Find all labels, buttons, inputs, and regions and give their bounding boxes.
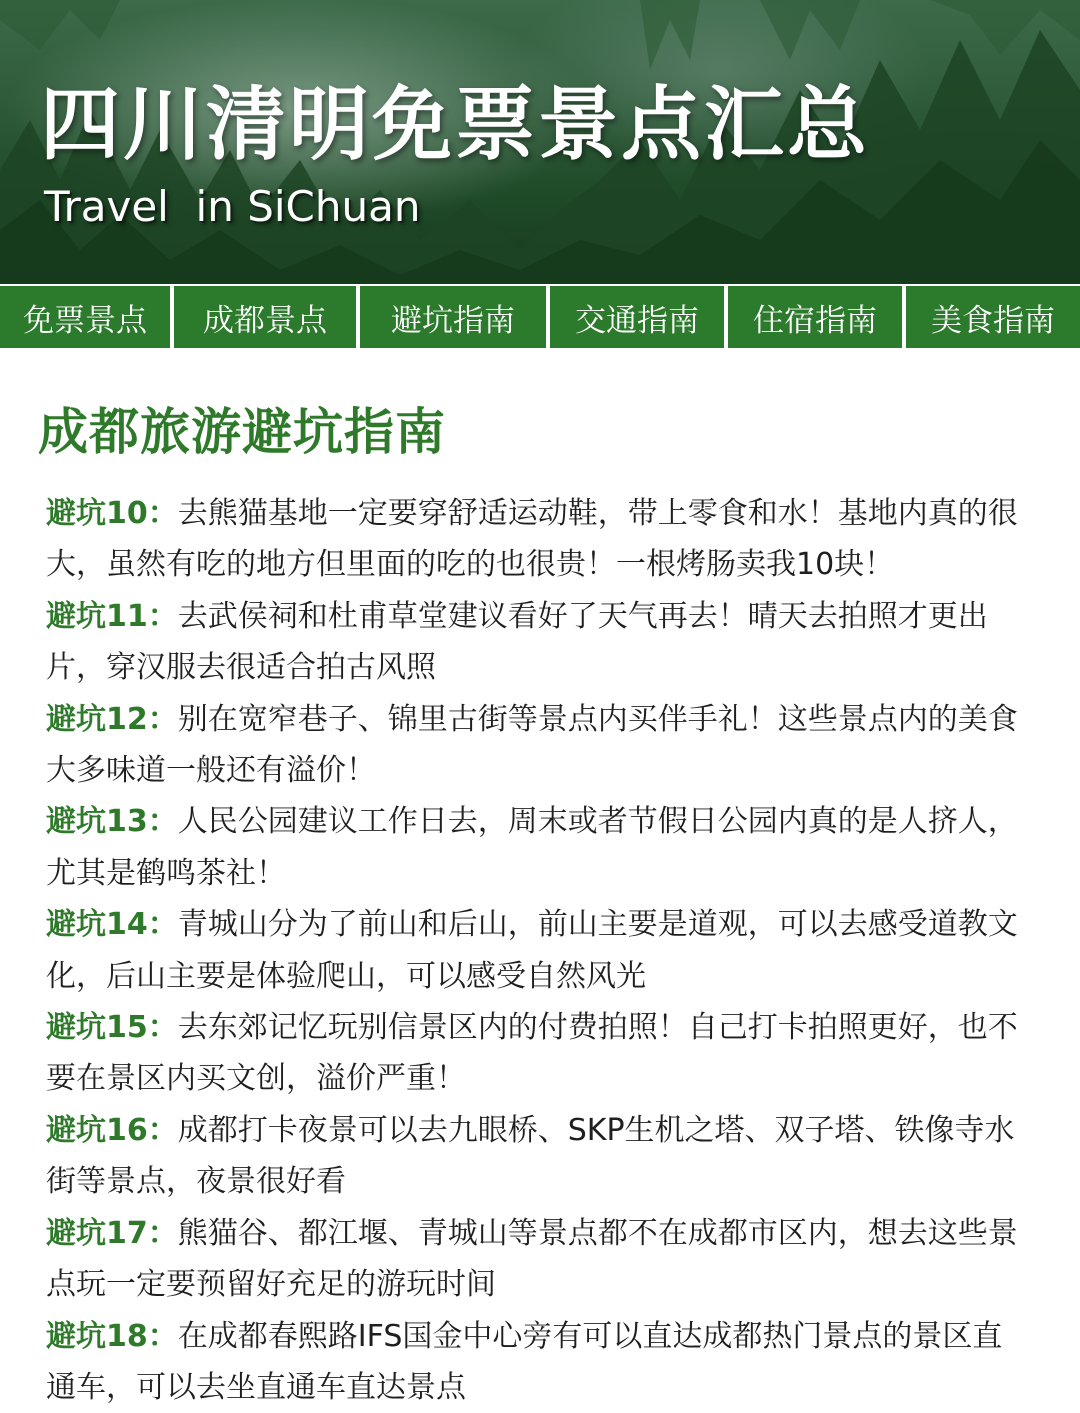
tip-item — [46, 796, 1028, 899]
nav-item-transport-guide[interactable]: 交通指南 — [550, 286, 728, 348]
nav-item-pitfall-guide[interactable]: 避坑指南 — [360, 286, 550, 348]
tip-item — [46, 1311, 1028, 1413]
nav-item-food-guide[interactable]: 美食指南 — [906, 286, 1080, 348]
tip-text: 成都打卡夜景可以去九眼桥、SKP生机之塔、双子塔、铁像寺水街等景点，夜景很好看 — [46, 1113, 1015, 1199]
tip-text: 在成都春熙路IFS国金中心旁有可以直达成都热门景点的景区直通车，可以去坐直通车直达景点 — [46, 1319, 1002, 1405]
tip-item — [46, 1208, 1028, 1311]
tip-text: 去武侯祠和杜甫草堂建议看好了天气再去！晴天去拍照才更出片，穿汉服去很适合拍古风照 — [46, 599, 988, 685]
tip-item — [46, 488, 1028, 591]
tip-item — [46, 591, 1028, 694]
tip-item — [46, 1105, 1028, 1208]
tip-text: 青城山分为了前山和后山，前山主要是道观，可以去感受道教文化，后山主要是体验爬山，可以感受自然风光 — [46, 907, 1018, 993]
tips-list — [46, 488, 1028, 1413]
tip-label: 避坑13： — [46, 804, 178, 839]
tip-label: 避坑12： — [46, 702, 178, 737]
main-content — [0, 392, 1080, 1413]
tip-item — [46, 1002, 1028, 1105]
section-title: 成都旅游避坑指南 — [38, 392, 1028, 464]
tip-item — [46, 694, 1028, 797]
tip-text: 别在宽窄巷子、锦里古街等景点内买伴手礼！这些景点内的美食大多味道一般还有溢价！ — [46, 702, 1018, 788]
tip-label: 避坑17： — [46, 1216, 178, 1251]
tip-label: 避坑11： — [46, 599, 178, 634]
category-nav — [0, 284, 1080, 348]
nav-item-free-spots[interactable]: 免票景点 — [0, 286, 174, 348]
tip-label: 避坑14： — [46, 907, 178, 942]
tip-text: 去熊猫基地一定要穿舒适运动鞋，带上零食和水！基地内真的很大，虽然有吃的地方但里面的吃的也很贵！一根烤肠卖我10块！ — [46, 496, 1018, 582]
tip-text: 人民公园建议工作日去，周末或者节假日公园内真的是人挤人，尤其是鹤鸣茶社！ — [46, 804, 1018, 890]
tip-label: 避坑18： — [46, 1319, 178, 1354]
nav-item-chengdu-spots[interactable]: 成都景点 — [174, 286, 360, 348]
nav-item-lodging-guide[interactable]: 住宿指南 — [728, 286, 906, 348]
tip-text: 熊猫谷、都江堰、青城山等景点都不在成都市区内，想去这些景点玩一定要预留好充足的游玩时间 — [46, 1216, 1018, 1302]
tip-label: 避坑16： — [46, 1113, 178, 1148]
tip-label: 避坑15： — [46, 1010, 178, 1045]
banner-subtitle: Travel in SiChuan — [44, 182, 420, 231]
tip-item — [46, 899, 1028, 1002]
tip-label: 避坑10： — [46, 496, 178, 531]
header-banner — [0, 0, 1080, 284]
tip-text: 去东郊记忆玩别信景区内的付费拍照！自己打卡拍照更好，也不要在景区内买文创，溢价严重！ — [46, 1010, 1018, 1096]
banner-title: 四川清明免票景点汇总 — [40, 60, 870, 175]
